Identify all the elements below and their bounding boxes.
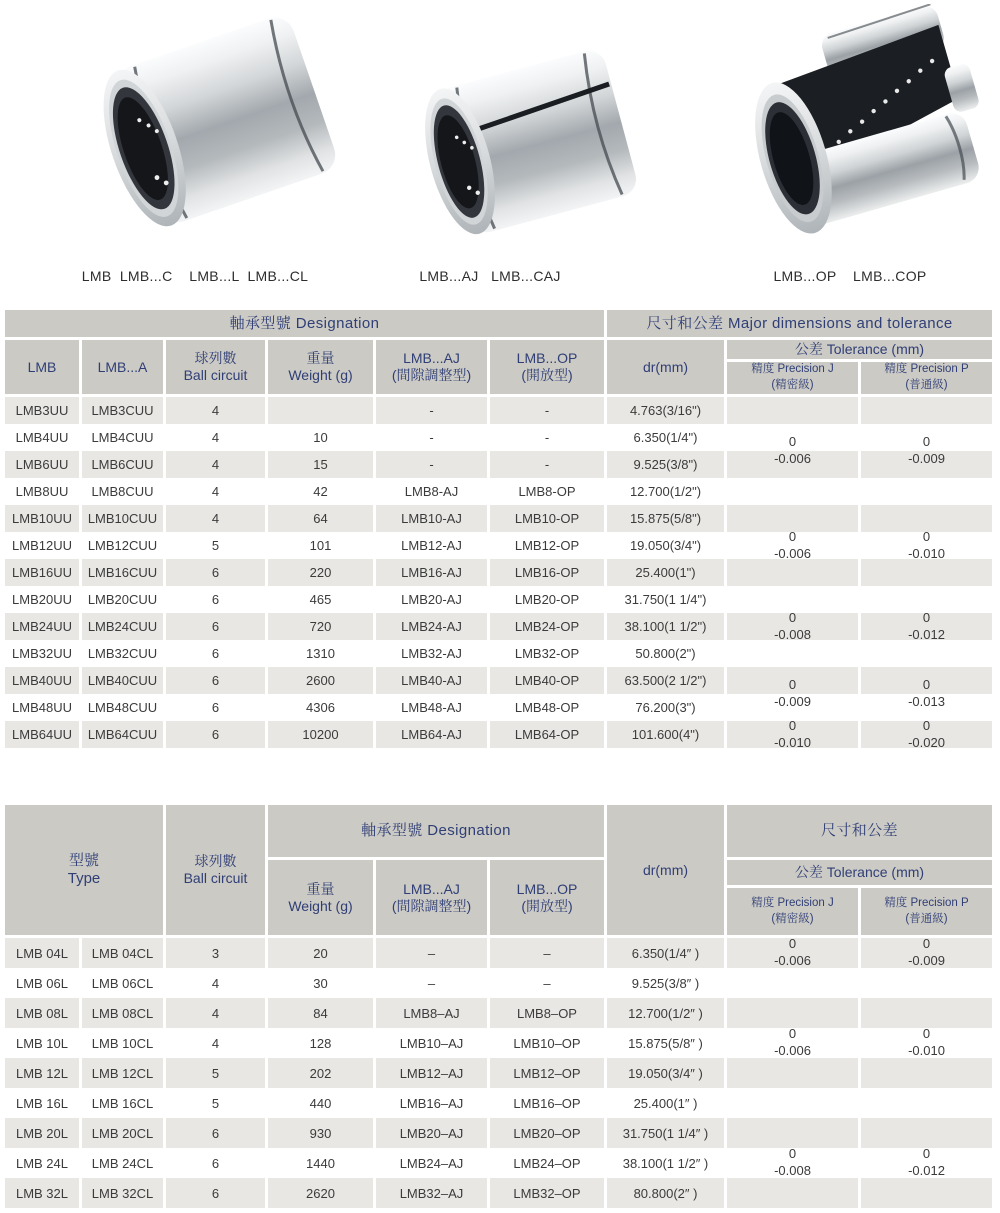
precision-j-line1: 精度 Precision J	[751, 896, 834, 909]
table-cell: 101.600(4")	[607, 721, 727, 748]
table-cell: LMB10CUU	[82, 505, 166, 532]
table-cell: 15.875(5/8")	[607, 505, 727, 532]
table-cell: 25.400(1″ )	[607, 1088, 727, 1118]
table-cell: 6	[166, 667, 268, 694]
table-cell: LMB8-AJ	[376, 478, 490, 505]
table-cell	[861, 1058, 995, 1088]
table-cell	[727, 1178, 861, 1208]
column-header-precision-p	[861, 888, 995, 938]
table-cell: LMB 20CL	[82, 1118, 166, 1148]
tolerance-line: 0	[922, 528, 931, 544]
table-cell: 4	[166, 478, 268, 505]
table-cell: 63.500(2 1/2")	[607, 667, 727, 694]
table-cell: LMB20–OP	[490, 1118, 607, 1148]
table-cell: 42	[268, 478, 376, 505]
table-cell: 4	[166, 968, 268, 998]
table-cell: 4306	[268, 694, 376, 721]
table-cell: LMB3CUU	[82, 397, 166, 424]
tolerance-line: 0	[788, 1146, 797, 1162]
tolerance-cell	[727, 505, 861, 586]
precision-j-line2: (精密級)	[771, 912, 814, 925]
column-header-dr: dr(mm)	[607, 340, 727, 397]
table-cell: 202	[268, 1058, 376, 1088]
table-cell: 25.400(1")	[607, 559, 727, 586]
table-cell: LMB20-AJ	[376, 586, 490, 613]
table-cell: 9.525(3/8")	[607, 451, 727, 478]
tolerance-line: -0.009	[908, 953, 945, 968]
table-cell: LMB3UU	[5, 397, 82, 424]
table-cell: LMB32-OP	[490, 640, 607, 667]
table-cell: LMB24–AJ	[376, 1148, 490, 1178]
table-cell: LMB10–OP	[490, 1028, 607, 1058]
tolerance-cell	[727, 667, 861, 721]
table-cell: LMB24-AJ	[376, 613, 490, 640]
column-header-ball-circuit	[166, 340, 268, 397]
spec-table-l-body	[5, 938, 995, 1208]
column-header-lmba: LMB...A	[82, 340, 166, 397]
table-cell: 15.875(5/8″ )	[607, 1028, 727, 1058]
table-cell	[727, 998, 861, 1028]
table-cell: LMB40CUU	[82, 667, 166, 694]
tolerance-line: -0.013	[908, 694, 945, 709]
bearing-adjustable-image	[390, 40, 645, 252]
table-cell: LMB8CUU	[82, 478, 166, 505]
tolerance-line: 0	[922, 434, 931, 450]
table-cell: LMB32CUU	[82, 640, 166, 667]
table-cell: 4.763(3/16")	[607, 397, 727, 424]
table-cell: 101	[268, 532, 376, 559]
table-cell: 4	[166, 451, 268, 478]
table-cell: 10200	[268, 721, 376, 748]
table-cell: LMB 12CL	[82, 1058, 166, 1088]
table-cell: LMB12UU	[5, 532, 82, 559]
type-zh: 型號	[68, 852, 99, 869]
table-cell: -	[490, 424, 607, 451]
spec-table-uu-header	[5, 310, 995, 397]
column-header-precision-p	[861, 362, 995, 397]
table-cell: LMB 10L	[5, 1028, 82, 1058]
table-cell: LMB10-AJ	[376, 505, 490, 532]
precision-p-line2: (普通級)	[905, 912, 948, 925]
table-cell: 6	[166, 1118, 268, 1148]
table-cell: LMB20CUU	[82, 586, 166, 613]
tolerance-line: 0	[788, 717, 797, 733]
designation-band-header: 軸承型號 Designation	[5, 310, 607, 340]
table-cell: 10	[268, 424, 376, 451]
table-cell: -	[490, 397, 607, 424]
aj-line2: (間隙調整型)	[391, 897, 472, 914]
table-cell: –	[490, 968, 607, 998]
table-cell: 19.050(3/4″ )	[607, 1058, 727, 1088]
tolerance-cell	[727, 1028, 861, 1058]
table-cell: LMB 06CL	[82, 968, 166, 998]
table-cell: LMB20–AJ	[376, 1118, 490, 1148]
table-cell: LMB40UU	[5, 667, 82, 694]
table-cell: LMB8-OP	[490, 478, 607, 505]
table-cell: LMB10-OP	[490, 505, 607, 532]
table-cell: LMB12–OP	[490, 1058, 607, 1088]
table-cell: LMB4CUU	[82, 424, 166, 451]
tolerance-line: 0	[922, 677, 931, 693]
precision-j-line2: (精密級)	[771, 379, 814, 391]
column-header-weight	[268, 340, 376, 397]
tolerance-cell	[861, 397, 995, 505]
table-cell: –	[490, 938, 607, 968]
table-cell: LMB8UU	[5, 478, 82, 505]
op-line2: (開放型)	[521, 367, 573, 383]
table-cell: LMB12CUU	[82, 532, 166, 559]
table-cell: 4	[166, 424, 268, 451]
table-cell	[861, 968, 995, 998]
spec-table-l-header	[5, 805, 995, 938]
tolerance-title-header: 公差 Tolerance (mm)	[727, 340, 995, 362]
tolerance-line: 0	[788, 677, 797, 693]
table-cell: LMB24UU	[5, 613, 82, 640]
tolerance-line: -0.006	[774, 953, 811, 968]
table-cell	[727, 1118, 861, 1148]
table-cell	[727, 1088, 861, 1118]
ball-circuit-zh: 球列數	[194, 853, 237, 870]
table-cell: 12.700(1/2")	[607, 478, 727, 505]
table-cell: LMB64-AJ	[376, 721, 490, 748]
tolerance-line: 0	[788, 1026, 797, 1042]
column-header-weight	[268, 860, 376, 938]
table-cell: LMB16-OP	[490, 559, 607, 586]
table-cell: 6	[166, 1148, 268, 1178]
table-cell: 20	[268, 938, 376, 968]
table-cell: LMB48CUU	[82, 694, 166, 721]
tolerance-line: 0	[788, 936, 797, 952]
op-line1: LMB...OP	[516, 880, 578, 897]
table-cell: 84	[268, 998, 376, 1028]
precision-p-line1: 精度 Precision P	[884, 363, 969, 376]
ball-circuit-en: Ball circuit	[183, 870, 248, 886]
table-cell: 31.750(1 1/4")	[607, 586, 727, 613]
table-cell: LMB 04CL	[82, 938, 166, 968]
tolerance-line: -0.006	[774, 451, 811, 466]
aj-line1: LMB...AJ	[403, 880, 460, 897]
table-cell: 6	[166, 694, 268, 721]
table-cell: 12.700(1/2″ )	[607, 998, 727, 1028]
table-cell: 6	[166, 640, 268, 667]
table-cell: –	[376, 938, 490, 968]
tolerance-line: 0	[922, 1026, 931, 1042]
bearing-photo-adjustable	[390, 40, 645, 257]
table-cell: 6	[166, 586, 268, 613]
table-cell: LMB 08L	[5, 998, 82, 1028]
tolerance-cell	[861, 938, 995, 968]
table-cell: LMB 08CL	[82, 998, 166, 1028]
table-cell: LMB12-OP	[490, 532, 607, 559]
table-cell: 50.800(2")	[607, 640, 727, 667]
tolerance-line: -0.008	[774, 1163, 811, 1178]
table-cell: LMB40-OP	[490, 667, 607, 694]
table-cell: LMB10–AJ	[376, 1028, 490, 1058]
table-cell: LMB 04L	[5, 938, 82, 968]
precision-p-line1: 精度 Precision P	[884, 896, 969, 909]
tolerance-line: -0.020	[908, 734, 945, 750]
table-cell: 720	[268, 613, 376, 640]
dimensions-band-header: 尺寸和公差 Major dimensions and tolerance	[607, 310, 995, 340]
table-cell: LMB16CUU	[82, 559, 166, 586]
tolerance-line: 0	[788, 434, 797, 450]
table-cell: 5	[166, 1058, 268, 1088]
tolerance-line: 0	[788, 609, 797, 625]
table-cell	[861, 1088, 995, 1118]
table-cell: -	[490, 451, 607, 478]
column-header-op	[490, 340, 607, 397]
aj-line2: (間隙調整型)	[391, 367, 472, 383]
table-cell: LMB64CUU	[82, 721, 166, 748]
table-cell: 3	[166, 938, 268, 968]
tolerance-line: -0.006	[774, 1043, 811, 1058]
table-cell: LMB 06L	[5, 968, 82, 998]
table-cell: 15	[268, 451, 376, 478]
table-cell	[861, 1178, 995, 1208]
tolerance-line: -0.010	[908, 545, 945, 561]
table-cell: LMB48-OP	[490, 694, 607, 721]
table-cell: 2600	[268, 667, 376, 694]
tolerance-cell	[861, 586, 995, 667]
column-header-precision-j	[727, 888, 861, 938]
precision-j-line1: 精度 Precision J	[751, 363, 834, 376]
table-cell: 930	[268, 1118, 376, 1148]
table-cell: 38.100(1 1/2")	[607, 613, 727, 640]
table-cell: LMB48UU	[5, 694, 82, 721]
table-cell: LMB48-AJ	[376, 694, 490, 721]
table-cell: LMB64-OP	[490, 721, 607, 748]
tolerance-cell	[727, 397, 861, 505]
table-cell: 6	[166, 613, 268, 640]
table-cell: -	[376, 397, 490, 424]
tolerance-cell	[727, 938, 861, 968]
table-cell: LMB 20L	[5, 1118, 82, 1148]
tolerance-line: -0.006	[774, 545, 811, 561]
tolerance-cell	[861, 505, 995, 586]
tolerance-line: 0	[922, 609, 931, 625]
op-line1: LMB...OP	[516, 350, 578, 367]
tolerance-line: 0	[922, 936, 931, 952]
tolerance-line: 0	[922, 717, 931, 733]
table-cell: LMB20-OP	[490, 586, 607, 613]
table-cell: LMB8–OP	[490, 998, 607, 1028]
table-cell: LMB 24L	[5, 1148, 82, 1178]
bearing-photo-standard	[58, 8, 348, 258]
table-cell: LMB 32L	[5, 1178, 82, 1208]
spec-table-l-series	[5, 805, 995, 1208]
table-cell: 80.800(2″ )	[607, 1178, 727, 1208]
tolerance-line: -0.012	[908, 626, 945, 642]
ball-circuit-zh: 球列數	[194, 350, 237, 367]
table-cell: LMB8–AJ	[376, 998, 490, 1028]
table-cell: LMB24-OP	[490, 613, 607, 640]
tolerance-line: 0	[788, 528, 797, 544]
table-cell: -	[376, 451, 490, 478]
precision-p-line2: (普通級)	[905, 379, 948, 391]
table-cell: 128	[268, 1028, 376, 1058]
tolerance-cell	[727, 717, 861, 750]
column-header-op	[490, 860, 607, 938]
table-cell: 440	[268, 1088, 376, 1118]
dimensions-band-header: 尺寸和公差	[727, 805, 995, 860]
table-cell: LMB16–AJ	[376, 1088, 490, 1118]
table-cell: 1310	[268, 640, 376, 667]
table-cell: 6	[166, 559, 268, 586]
table-cell: LMB10UU	[5, 505, 82, 532]
photo-caption-open: LMB...OP LMB...COP	[773, 268, 927, 284]
tolerance-line: 0	[922, 1146, 931, 1162]
photo-caption-adjustable: LMB...AJ LMB...CAJ	[419, 268, 561, 284]
table-cell: LMB 24CL	[82, 1148, 166, 1178]
table-cell: LMB 32CL	[82, 1178, 166, 1208]
table-cell: LMB12–AJ	[376, 1058, 490, 1088]
tolerance-cell	[861, 1028, 995, 1058]
bearing-open-image	[695, 4, 985, 252]
column-header-ball-circuit	[166, 805, 268, 938]
table-cell: 2620	[268, 1178, 376, 1208]
table-cell	[727, 968, 861, 998]
table-cell: 6	[166, 721, 268, 748]
table-cell: LMB20UU	[5, 586, 82, 613]
tolerance-line: -0.010	[774, 734, 811, 750]
table-cell: –	[376, 968, 490, 998]
table-cell: 5	[166, 532, 268, 559]
tolerance-cell	[861, 717, 995, 750]
table-cell: LMB16UU	[5, 559, 82, 586]
column-header-precision-j	[727, 362, 861, 397]
designation-band-header: 軸承型號 Designation	[268, 805, 607, 860]
table-cell	[861, 1118, 995, 1148]
table-cell: LMB 12L	[5, 1058, 82, 1088]
table-cell: 4	[166, 1028, 268, 1058]
photo-caption-standard: LMB LMB...C LMB...L LMB...CL	[81, 268, 309, 284]
table-cell: 9.525(3/8″ )	[607, 968, 727, 998]
op-line2: (開放型)	[521, 897, 573, 914]
column-header-dr: dr(mm)	[607, 805, 727, 938]
bearing-photo-open	[695, 4, 985, 257]
table-cell: LMB 16CL	[82, 1088, 166, 1118]
column-header-lmb: LMB	[5, 340, 82, 397]
table-cell: 5	[166, 1088, 268, 1118]
ball-circuit-en: Ball circuit	[183, 367, 248, 383]
tolerance-cell	[861, 1148, 995, 1178]
weight-en: Weight (g)	[288, 897, 353, 914]
table-cell: LMB6UU	[5, 451, 82, 478]
tolerance-line: -0.010	[908, 1043, 945, 1058]
table-cell	[861, 998, 995, 1028]
table-cell: LMB32–AJ	[376, 1178, 490, 1208]
bearing-standard-image	[58, 8, 348, 253]
table-cell: 465	[268, 586, 376, 613]
table-cell: LMB6CUU	[82, 451, 166, 478]
table-cell: LMB 16L	[5, 1088, 82, 1118]
table-cell: 38.100(1 1/2″ )	[607, 1148, 727, 1178]
table-cell: 76.200(3")	[607, 694, 727, 721]
table-cell: 30	[268, 968, 376, 998]
table-cell: LMB32–OP	[490, 1178, 607, 1208]
tolerance-line: -0.008	[774, 626, 811, 642]
table-cell: LMB16–OP	[490, 1088, 607, 1118]
tolerance-line: -0.012	[908, 1163, 945, 1178]
table-cell: 1440	[268, 1148, 376, 1178]
tolerance-line: -0.009	[774, 694, 811, 709]
table-cell: LMB40-AJ	[376, 667, 490, 694]
table-cell: 4	[166, 397, 268, 424]
spec-table-uu-body	[5, 397, 995, 748]
column-header-type	[5, 805, 166, 938]
tolerance-line: -0.009	[908, 451, 945, 466]
table-cell	[727, 1058, 861, 1088]
table-cell: LMB64UU	[5, 721, 82, 748]
table-cell: 6.350(1/4")	[607, 424, 727, 451]
spec-table-uu-series	[5, 310, 995, 748]
tolerance-cell	[727, 1148, 861, 1178]
tolerance-cell	[727, 586, 861, 667]
table-cell: 31.750(1 1/4″ )	[607, 1118, 727, 1148]
table-cell: LMB 10CL	[82, 1028, 166, 1058]
table-cell: 220	[268, 559, 376, 586]
column-header-aj	[376, 860, 490, 938]
aj-line1: LMB...AJ	[403, 350, 460, 367]
table-cell: LMB32UU	[5, 640, 82, 667]
table-cell: 64	[268, 505, 376, 532]
table-cell: -	[376, 424, 490, 451]
table-cell: LMB12-AJ	[376, 532, 490, 559]
weight-zh: 重量	[306, 880, 335, 897]
type-en: Type	[67, 870, 101, 887]
table-cell: 6.350(1/4″ )	[607, 938, 727, 968]
table-cell	[268, 397, 376, 424]
table-cell: LMB4UU	[5, 424, 82, 451]
table-cell: LMB32-AJ	[376, 640, 490, 667]
table-cell: 4	[166, 998, 268, 1028]
table-cell: 6	[166, 1178, 268, 1208]
table-cell: 4	[166, 505, 268, 532]
table-cell: LMB16-AJ	[376, 559, 490, 586]
weight-en: Weight (g)	[288, 367, 353, 383]
tolerance-cell	[861, 667, 995, 721]
table-cell: LMB24–OP	[490, 1148, 607, 1178]
weight-zh: 重量	[306, 350, 335, 367]
table-cell: 19.050(3/4")	[607, 532, 727, 559]
column-header-aj	[376, 340, 490, 397]
tolerance-title-header: 公差 Tolerance (mm)	[727, 860, 995, 888]
table-cell: LMB24CUU	[82, 613, 166, 640]
